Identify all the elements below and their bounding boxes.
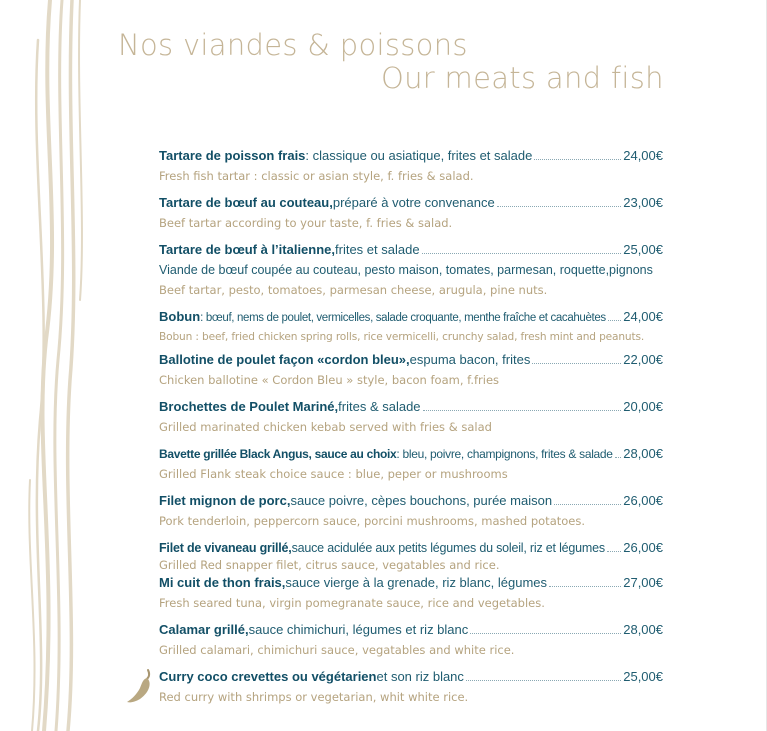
menu-item-line	[159, 444, 663, 464]
dish-name: Tartare de bœuf au couteau,	[159, 195, 333, 210]
dish-price: 25,00€	[623, 669, 663, 684]
dotted-leader	[422, 253, 622, 254]
dish-name: Curry coco crevettes ou végétarien	[159, 669, 377, 684]
menu-item	[159, 573, 663, 614]
menu-item	[159, 350, 663, 391]
dish-english: Red curry with shrimps or vegetarian, whit white rice.	[159, 690, 469, 704]
menu-item-line	[159, 307, 663, 327]
dotted-leader	[470, 633, 621, 634]
dish-description: sauce chimichuri, légumes et riz blanc	[248, 622, 469, 637]
dish-english: Grilled marinated chicken kebab served with fries & salad	[159, 420, 492, 434]
dish-price: 27,00€	[623, 575, 663, 590]
menu-item	[159, 491, 663, 532]
dish-price: 23,00€	[623, 195, 663, 210]
dotted-leader	[549, 586, 621, 587]
dish-name: Calamar grillé,	[159, 622, 249, 637]
menu-item-line	[159, 491, 663, 511]
menu-item	[159, 538, 663, 573]
dish-price: 24,00€	[623, 148, 663, 163]
dotted-leader	[608, 320, 621, 321]
dish-english: Grilled calamari, chimichuri sauce, vegatables and white rice.	[159, 643, 515, 657]
menu-item-line	[159, 193, 663, 213]
dish-description: frites & salade	[338, 399, 421, 414]
chili-pepper-icon	[126, 666, 156, 706]
dotted-leader	[534, 159, 621, 160]
dish-french-detail: Viande de bœuf coupée au couteau, pesto maison, tomates, parmesan, roquette,pignons	[159, 263, 653, 277]
title-english: Our meats and fish	[381, 61, 664, 95]
menu-item-line	[159, 240, 663, 260]
dish-english: Bobun : beef, fried chicken spring rolls, rice vermicelli, crunchy salad, fresh mint and peanuts.	[159, 331, 645, 343]
dish-description: préparé à votre convenance	[332, 195, 495, 210]
dish-price: 26,00€	[623, 540, 663, 555]
menu-item	[159, 146, 663, 187]
dotted-leader	[607, 551, 621, 552]
dotted-leader	[554, 504, 621, 505]
dish-price: 28,00€	[623, 446, 663, 461]
dotted-leader	[423, 410, 622, 411]
dish-description: sauce vierge à la grenade, riz blanc, légumes	[285, 575, 547, 590]
dotted-leader	[466, 680, 621, 681]
dish-name: Tartare de poisson frais	[159, 148, 306, 163]
dotted-leader	[532, 363, 621, 364]
menu-item-line	[159, 146, 663, 166]
menu-item	[159, 240, 663, 301]
menu-item-line	[159, 397, 663, 417]
dish-name: Ballotine de poulet façon «cordon bleu»,	[159, 352, 410, 367]
menu-item-line	[159, 667, 663, 687]
dotted-leader	[497, 206, 622, 207]
menu-item	[159, 397, 663, 438]
menu-item	[159, 667, 663, 708]
dish-english: Grilled Red snapper filet, citrus sauce, vegatables and rice.	[159, 558, 500, 572]
dish-description: frites et salade	[335, 242, 420, 257]
menu-item	[159, 620, 663, 661]
dish-price: 20,00€	[623, 399, 663, 414]
dish-name: Bobun	[159, 309, 201, 324]
dish-name: Mi cuit de thon frais,	[159, 575, 286, 590]
dish-english: Beef tartar, pesto, tomatoes, parmesan cheese, arugula, pine nuts.	[159, 283, 548, 297]
menu-item-line	[159, 573, 663, 593]
dish-description: sauce poivre, cèpes bouchons, purée maison	[290, 493, 553, 508]
dish-price: 22,00€	[623, 352, 663, 367]
title-french: Nos viandes & poissons	[118, 28, 468, 62]
dish-description: et son riz blanc	[376, 669, 464, 684]
menu-item	[159, 444, 663, 485]
dish-price: 28,00€	[623, 622, 663, 637]
dish-name: Tartare de bœuf à l’italienne,	[159, 242, 336, 257]
dish-name: Filet de vivaneau grillé,	[159, 541, 292, 555]
menu-item-line	[159, 620, 663, 640]
dish-description: : bœuf, nems de poulet, vermicelles, salade croquante, menthe fraîche et cacahuètes	[200, 312, 606, 324]
dish-price: 25,00€	[623, 242, 663, 257]
dish-description: sauce acidulée aux petits légumes du soleil, riz et légumes	[291, 541, 605, 555]
dish-description: espuma bacon, frites	[409, 352, 531, 367]
dish-english: Chicken ballotine « Cordon Bleu » style, bacon foam, f.fries	[159, 373, 500, 387]
dish-english: Fresh seared tuna, virgin pomegranate sauce, rice and vegetables.	[159, 596, 545, 610]
menu-list	[159, 146, 663, 708]
dish-description: : classique ou asiatique, frites et salade	[305, 148, 533, 163]
dotted-leader	[615, 457, 622, 458]
dish-english: Fresh fish tartar : classic or asian style, f. fries & salad.	[159, 169, 474, 183]
dish-description: : bleu, poivre, champignons, frites & salade	[396, 447, 613, 461]
menu-item-line	[159, 538, 663, 558]
dish-name: Filet mignon de porc,	[159, 493, 291, 508]
dish-name: Bavette grillée Black Angus, sauce au choix	[159, 447, 397, 461]
menu-item-line	[159, 350, 663, 370]
menu-item	[159, 307, 663, 348]
dish-english: Pork tenderloin, peppercorn sauce, porcini mushrooms, mashed potatoes.	[159, 514, 586, 528]
dish-english: Grilled Flank steak choice sauce : blue, peper or mushrooms	[159, 467, 508, 481]
dish-price: 26,00€	[623, 493, 663, 508]
dish-price: 24,00€	[623, 309, 663, 324]
menu-item	[159, 193, 663, 234]
dish-english: Beef tartar according to your taste, f. fries & salad.	[159, 216, 453, 230]
wavy-lines-decoration	[0, 0, 100, 731]
dish-name: Brochettes de Poulet Mariné,	[159, 399, 339, 414]
